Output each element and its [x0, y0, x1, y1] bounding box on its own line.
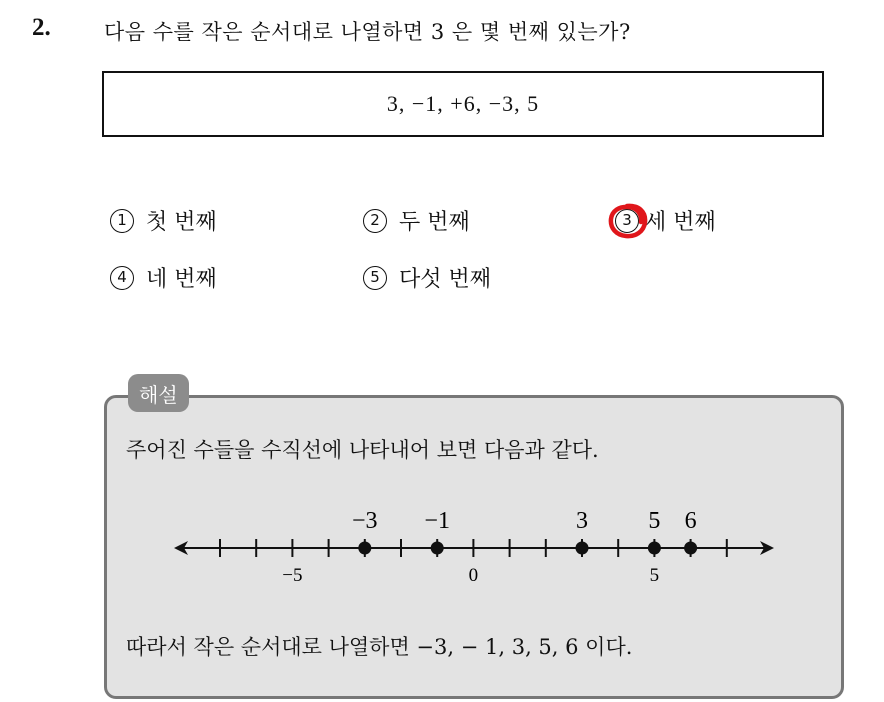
tick-label: 5	[649, 565, 660, 586]
tick-label: 0	[468, 565, 479, 586]
choice-label-4: 네 번째	[146, 267, 217, 292]
point-label: 3	[576, 508, 588, 534]
given-numbers-box	[102, 71, 824, 137]
point-label: 6	[684, 508, 697, 534]
point-marker	[576, 542, 589, 555]
question-text: 다음 수를 작은 순서대로 나열하면 3 은 몇 번째 있는가?	[104, 20, 631, 44]
point-label: −3	[352, 508, 378, 534]
point-marker	[431, 542, 444, 555]
point-marker	[358, 542, 371, 555]
choice-label-3: 세 번째	[645, 210, 716, 235]
solution-tag: 해설	[128, 374, 189, 412]
point-label: 5	[648, 508, 661, 534]
choice-number-4: 4	[110, 266, 134, 290]
choice-label-2: 두 번째	[399, 210, 470, 235]
given-numbers: 3, −1, +6, −3, 5	[386, 91, 540, 116]
choice-1[interactable]	[110, 205, 217, 236]
point-marker	[648, 542, 661, 555]
solution-text-1: 주어진 수들을 수직선에 나타내어 보면 다음과 같다.	[126, 438, 599, 462]
choice-label-5: 다섯 번째	[399, 267, 492, 292]
choice-4[interactable]	[110, 262, 217, 293]
choice-5[interactable]	[363, 262, 491, 293]
choice-number-5: 5	[363, 266, 387, 290]
solution-text-2: 따라서 작은 순서대로 나열하면 −3, − 1, 3, 5, 6 이다.	[126, 635, 633, 659]
choice-number-3: 3	[615, 209, 639, 233]
choice-3[interactable]	[615, 205, 716, 236]
choice-number-1: 1	[110, 209, 134, 233]
question-number: 2.	[32, 14, 51, 41]
point-label: −1	[424, 508, 450, 534]
number-line	[170, 495, 780, 595]
choice-label-1: 첫 번째	[146, 210, 217, 235]
point-marker	[684, 542, 697, 555]
choice-2[interactable]	[363, 205, 470, 236]
choice-number-2: 2	[363, 209, 387, 233]
tick-label: −5	[282, 565, 303, 586]
